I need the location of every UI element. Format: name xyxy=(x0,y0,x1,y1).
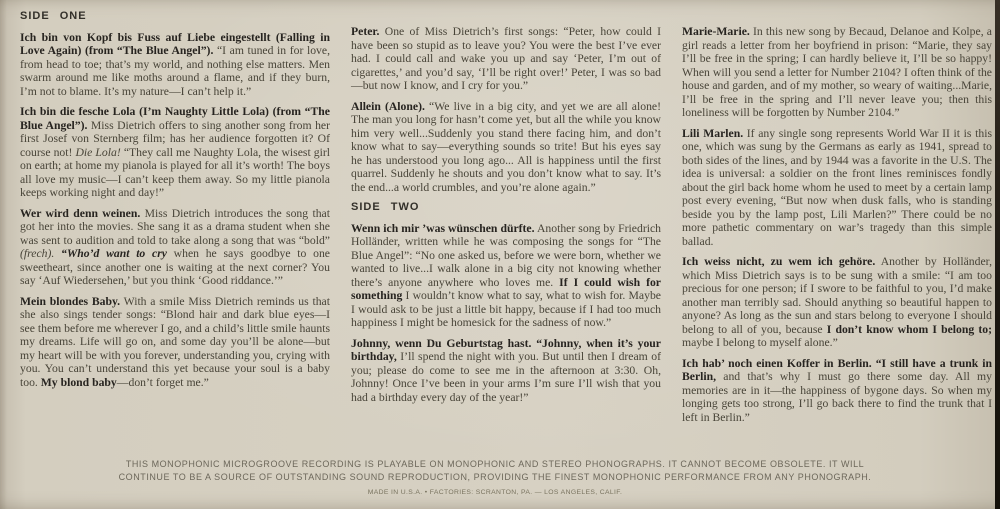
text-run: Miss Dietrich offers to sing another song from her first Josef von Sternberg film; has her audience forgotten it? Of course not! xyxy=(20,118,330,159)
song-title-run: My blond baby xyxy=(40,375,117,389)
footer xyxy=(0,458,990,496)
song-title-run: Ich weiss nicht, zu wem ich gehöre. xyxy=(682,255,876,268)
text-run: If any single song represents World War II it is this one, which was sung by the Germans as early as 1941, spread to both sides of the lines, and by 1944 was a favorite in the U.S. The idea is universal: a soldier on the front lines reminisces fondly about the girl back home whom he used to meet by a certain lamp post every evening, “But now when dusk falls, who is standing beside you by the lamp post, Lili Marlen?” There could be no more pathetic commentary on war’s tragedy than this simple ballad. xyxy=(682,126,992,248)
text-run: Die Lola! xyxy=(75,145,121,159)
text-run: when he says goodbye to one sweetheart, since another one is waiting at the next corner? You say ‘Auf Wiedersehen,’ but you think ‘Good riddance.’” xyxy=(20,247,330,287)
song-title-run: Allein (Alone). xyxy=(351,99,425,113)
paragraph xyxy=(351,25,661,93)
side-header: SIDE TWO xyxy=(351,201,420,213)
side-header: SIDE ONE xyxy=(20,10,87,22)
text-run: I’ll spend the night with you. But until then I dream of you; please do come to see me in the afternoon at 3:30. Oh, Johnny! Once I’ve been in your arms I’m sure I’ll wish that you had a birthday every day of the year!” xyxy=(351,350,661,404)
text-run: In this new song by Becaud, Delanoe and Kolpe, a girl reads a letter from her boyfriend in prison: “Marie, they say I’ll be free in the spring; I can hardly believe it, I’ll be so happy! When will you send a letter for Number 2104? I often think of the house and garden, and of my mother, so weary of waiting...Marie, I’ll be free in the spring and I’ll never leave you; then this loneliness will be forgotten by Number 2104.” xyxy=(682,25,992,119)
paragraph xyxy=(682,127,992,249)
paragraph xyxy=(682,25,992,120)
liner-notes-columns xyxy=(20,10,992,431)
text-run: Miss Dietrich introduces the song that got her into the movies. She sang it as a drama student when she was sent to audition and told to take along a song that was “bold” xyxy=(20,206,330,247)
song-title-run: Ich hab’ noch einen Koffer in Berlin. “I still have a trunk in Berlin, xyxy=(682,356,992,383)
song-title-run: Wenn ich mir ’was wünschen dürfte. xyxy=(351,221,535,235)
text-run: and that’s why I must go there some day. All my memories are in it—the happiness of bygone days. So when my longing gets too strong, I’ll go back there to find the trunk that I left in Berlin.” xyxy=(682,370,992,424)
text-run: Another by Holländer, which Miss Dietrich says is to be sung with a smile: “I am too precious for one person; if I swore to be faithful to you, I’d make another man terribly sad. Should anything so beautiful happen to anyone? As long as the sun and stars belong to everyone I should belong to all of you, because xyxy=(682,255,992,336)
paragraph xyxy=(351,337,661,405)
column-side-one xyxy=(20,10,330,431)
paragraph xyxy=(351,222,661,330)
cover-right-edge xyxy=(995,0,1000,509)
paragraph xyxy=(20,207,330,288)
song-title-run: Peter. xyxy=(351,25,380,38)
song-title-run: Ich bin die fesche Lola (I’m Naughty Little Lola) (from “The Blue Angel”). xyxy=(20,105,330,132)
text-run: I wouldn’t know what to say, what to wish for. Maybe I would ask to be just a little bit happy, because if I had too much happiness I might be homesick for the sadness of now.” xyxy=(351,289,661,329)
song-title-run: Mein blondes Baby. xyxy=(20,294,121,308)
made-in-usa-line: MADE IN U.S.A. • FACTORIES: SCRANTON, PA. — LOS ANGELES, CALIF. xyxy=(367,489,623,496)
paragraph xyxy=(20,31,330,99)
song-title-run: Lili Marlen. xyxy=(682,126,744,140)
song-title-run: If I could wish for something xyxy=(351,275,661,302)
text-run: With a smile Miss Dietrich reminds us that she also sings tender songs: “Blond hair and dark blue eyes—I see them before me wherever I go, and a child’s little smile haunts my dreams. Life will go on, and some day you’ll be alone—but my heart will be with you forever, understanding you, crying with you. You can’t understand this yet because your soul is a baby too. xyxy=(20,294,330,389)
paragraph xyxy=(682,357,992,425)
paragraph xyxy=(20,105,330,200)
song-title-run: Wer wird denn weinen. xyxy=(20,206,141,220)
song-title-run: Ich bin von Kopf bis Fuss auf Liebe eingestellt (Falling in Love Again) (from “The Blue Angel”). xyxy=(20,30,330,57)
text-run: (frech). xyxy=(20,247,55,260)
paragraph xyxy=(682,255,992,350)
text-run: Another song by Friedrich Holländer, written while he was composing the songs for “The Blue Angel”: “No one asked us, before we were born, whether we wanted to live...I walk alone in a big city not knowing whether there’s anyone anywhere who loves me. xyxy=(351,221,662,289)
paragraph xyxy=(20,295,330,390)
monophonic-notice-line2: CONTINUE TO BE A SOURCE OF OUTSTANDING SOUND REPRODUCTION, PROVIDING THE FINEST MONOPHONIC PERFORMANCE FROM ANY PHONOGRAPH. xyxy=(118,472,872,482)
text-run: “They call me Naughty Lola, the wisest girl on earth; at home my pianola is played for all it’s worth! The boys all love my music—I can’t keep them away. So my little pianola keeps working night and day!” xyxy=(20,145,330,199)
paragraph xyxy=(351,100,661,195)
column-right xyxy=(682,10,992,431)
column-middle xyxy=(351,10,661,431)
song-title-run: Marie-Marie. xyxy=(682,25,750,38)
song-title-run: I don’t know whom I belong to; xyxy=(826,322,992,336)
text-run: “We live in a big city, and yet we are all alone! The man you long for hasn’t come yet, but all the while you know him very well...Suddenly you stand there facing him, and don’t know what to say—everything sounds so trite! But his eyes say he has understood you long ago... All is happiness until the first quarrel. Suddenly he shouts and you don’t know what to say. It’s the end...a world crumbles, and you’re alone again.” xyxy=(351,99,662,194)
text-run: One of Miss Dietrich’s first songs: “Peter, how could I have been so stupid as to leave you? You were the best I’ve ever had. I could call and wake you up and say ‘Peter, I’m out of cigarettes,’ and you’d say, ‘I’ll be right over!’ Peter, I was so bad—but now I know, and I cry for you.” xyxy=(351,25,661,92)
song-title-run: “Who’d want to cry xyxy=(61,247,167,260)
text-run: maybe I belong to myself alone.” xyxy=(682,336,838,349)
text-run: “I am tuned in for love, from head to toe; that’s my world, and nothing else matters. Men swarm around me like moths around a flame, and if they burn, I’m not to blame. It’s my nature—I can’t help it.” xyxy=(20,44,330,98)
monophonic-notice-line1: THIS MONOPHONIC MICROGROOVE RECORDING IS PLAYABLE ON MONOPHONIC AND STEREO PHONOGRAPHS. IT CANNOT BECOME OBSOLETE. IT WILL xyxy=(125,459,865,469)
text-run: —don’t forget me.” xyxy=(116,375,209,389)
song-title-run: Johnny, wenn Du Geburtstag hast. “Johnny, when it’s your birthday, xyxy=(351,336,661,363)
